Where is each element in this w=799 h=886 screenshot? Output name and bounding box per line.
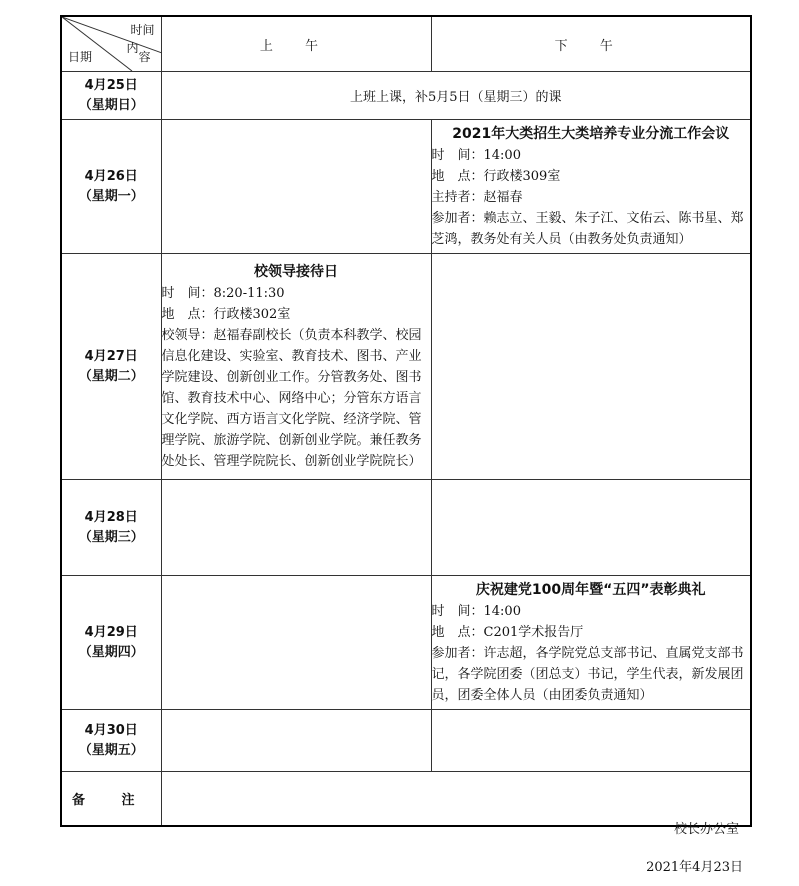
morning-event-cell	[161, 254, 431, 480]
afternoon-event-cell	[431, 120, 751, 254]
date-cell	[61, 72, 161, 120]
morning-cell	[161, 480, 431, 576]
date-cell	[61, 254, 161, 480]
event-line: 参加者：赖志立、王毅、朱子江、文佑云、陈书星、郑芝鸿，教务处有关人员（由教务处负责通知）	[431, 210, 744, 247]
diag-label-date: 日期	[68, 50, 93, 64]
date-cell	[61, 576, 161, 710]
weekday-label: （星期四）	[78, 644, 144, 660]
table-row	[61, 576, 751, 710]
afternoon-header: 下 午	[431, 16, 751, 72]
diag-label-content: 内	[126, 41, 139, 55]
morning-cell	[161, 120, 431, 254]
event-title: 庆祝建党100周年暨“五四”表彰典礼	[475, 581, 706, 598]
event-line: 主持者：赵福春	[431, 189, 523, 205]
afternoon-cell	[431, 710, 751, 772]
event-line: 地 点：行政楼309室	[431, 168, 561, 184]
event-line: 校领导：赵福春副校长（负责本科教学、校园信息化建设、实验室、教育技术、图书、产业学院建设、创新创业工作。分管教务处、图书馆、教育技术中心、网络中心；分管东方语言文化学院、西方语言文化学院、经济学院、管理学院、旅游学院、创新创业学院。兼任教务处处长、管理学院院长、创新创业学院院长）	[161, 327, 422, 469]
diagonal-header-cell	[61, 16, 161, 72]
weekday-label: （星期一）	[78, 188, 144, 204]
full-day-note: 上班上课，补5月5日（星期三）的课	[161, 72, 751, 120]
table-row	[61, 710, 751, 772]
morning-cell	[161, 576, 431, 710]
date-label: 4月26日	[84, 168, 138, 184]
date-label: 4月28日	[84, 509, 138, 525]
afternoon-cell	[431, 254, 751, 480]
table-row	[61, 72, 751, 120]
weekday-label: （星期二）	[78, 368, 144, 384]
table-row	[61, 480, 751, 576]
schedule-table	[60, 15, 752, 827]
notes-label: 备 注	[61, 772, 161, 826]
notes-content	[161, 772, 751, 826]
issuer-office: 校长办公室	[673, 822, 739, 837]
afternoon-event-cell	[431, 576, 751, 710]
event-line: 参加者：许志超，各学院党总支部书记、直属党支部书记，各学院团委（团总支）书记，学生代表，新发展团员，团委全体人员（由团委负责通知）	[431, 645, 744, 703]
date-cell	[61, 480, 161, 576]
header-row	[61, 16, 751, 72]
weekday-label: （星期五）	[78, 742, 144, 758]
date-cell	[61, 120, 161, 254]
weekday-label: （星期三）	[78, 529, 144, 545]
afternoon-cell	[431, 480, 751, 576]
date-label: 4月30日	[84, 722, 138, 738]
event-line: 时 间：14:00	[431, 603, 521, 619]
diag-label-time: 时间	[130, 23, 155, 37]
table-row	[61, 254, 751, 480]
date-cell	[61, 710, 161, 772]
event-line: 时 间：8:20-11:30	[161, 285, 285, 301]
event-line: 地 点：C201学术报告厅	[431, 624, 584, 640]
event-line: 地 点：行政楼302室	[161, 306, 291, 322]
date-label: 4月27日	[84, 348, 138, 364]
event-title: 校领导接待日	[254, 263, 338, 280]
morning-cell	[161, 710, 431, 772]
event-line: 时 间：14:00	[431, 147, 521, 163]
notes-row	[61, 772, 751, 826]
issue-date: 2021年4月23日	[646, 860, 743, 875]
date-label: 4月29日	[84, 624, 138, 640]
table-row	[61, 120, 751, 254]
weekday-label: （星期日）	[78, 97, 144, 113]
event-title: 2021年大类招生大类培养专业分流工作会议	[452, 125, 730, 142]
morning-header: 上 午	[161, 16, 431, 72]
diag-label-rong: 容	[138, 50, 151, 64]
date-label: 4月25日	[84, 77, 138, 93]
